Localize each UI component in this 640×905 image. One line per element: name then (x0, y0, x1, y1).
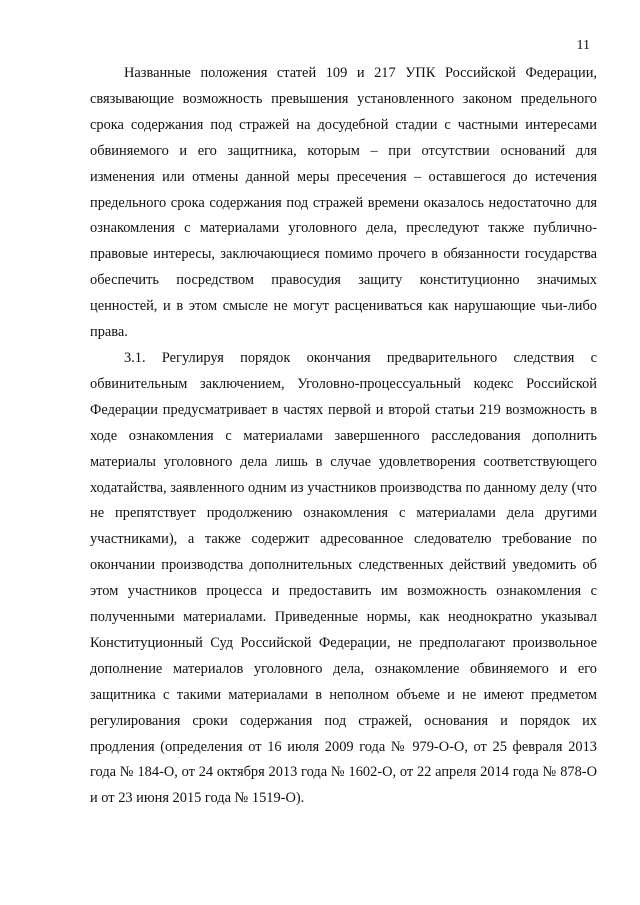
paragraph-2: 3.1. Регулируя порядок окончания предварительного следствия с обвинительным заключением, Уголовно-процессуальный кодекс Российской Федерации предусматривает в частях первой и второй статьи 219 возможность в ходе ознакомления с материалами завершенного расследования дополнить материалы уголовного дела лишь в случае удовлетворения соответствующего ходатайства, заявленного одним из участников производства по данному делу (что не препятствует продолжению ознакомления с материалами дела другими участниками), а также содержит адресованное следователю требование по окончании производства дополнительных следственных действий уведомить об этом участников процесса и предоставить им возможность ознакомления с полученными материалами. Приведенные нормы, как неоднократно указывал Конституционный Суд Российской Федерации, не предполагают произвольное дополнение материалов уголовного дела, ознакомление обвиняемого и его защитника с такими материалами в неполном объеме и не имеют предметом регулирования сроки содержания под стражей, основания и порядок их продления (определения от 16 июля 2009 года № 979-О-О, от 25 февраля 2013 года № 184-О, от 24 октября 2013 года № 1602-О, от 22 апреля 2014 года № 878-О и от 23 июня 2015 года № 1519-О). (90, 349, 597, 807)
document-body (90, 61, 597, 812)
page-number: 11 (576, 38, 590, 53)
paragraph-1: Названные положения статей 109 и 217 УПК Российской Федерации, связывающие возможность превышения установленного законом предельного срока содержания под стражей на досудебной стадии с частными интересами обвиняемого и его защитника, которым – при отсутствии оснований для изменения или отмены данной меры пресечения – оставшегося до истечения предельного срока содержания под стражей времени оказалось недостаточно для ознакомления с материалами уголовного дела, преследуют также публично-правовые интересы, заключающиеся помимо прочего в обязанности государства обеспечить посредством правосудия защиту конституционно значимых ценностей, и в этом смысле не могут расцениваться как нарушающие чьи-либо права. (90, 65, 597, 341)
